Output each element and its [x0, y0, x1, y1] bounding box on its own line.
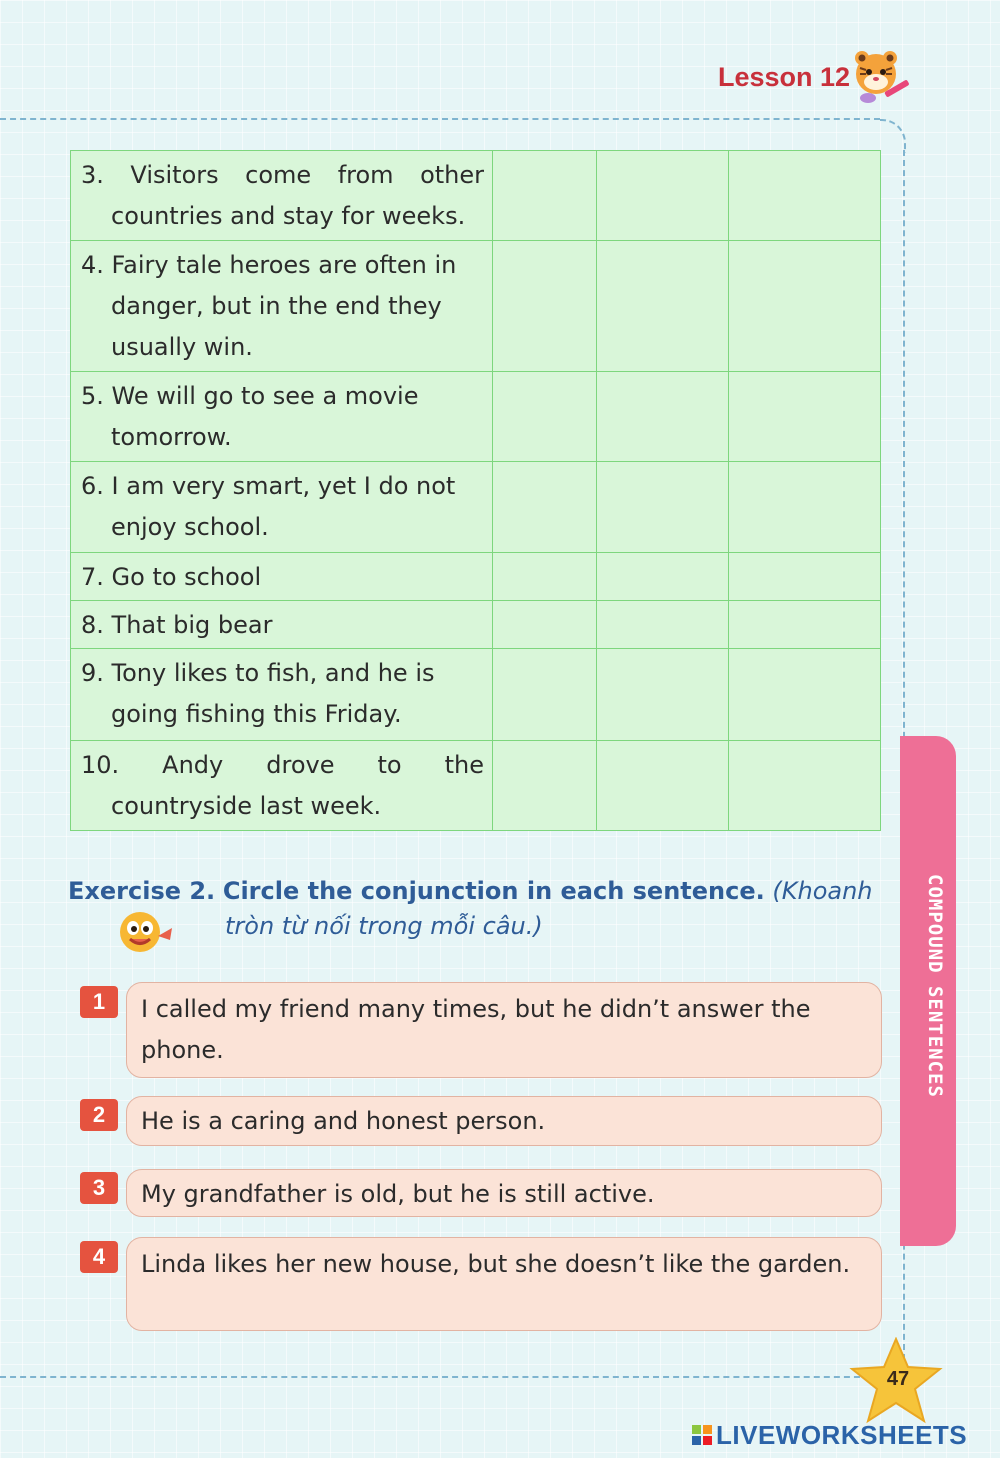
- answer-cell[interactable]: [729, 553, 881, 601]
- sentence-text: 6. I am very smart, yet I do not enjoy school.: [81, 472, 456, 541]
- answer-cell[interactable]: [597, 462, 729, 553]
- table-row: [71, 462, 881, 553]
- sentence-cell: [71, 553, 493, 601]
- sentence-text: 4. Fairy tale heroes are often in danger, but in the end they usually win.: [81, 251, 457, 361]
- answer-cell[interactable]: [493, 601, 597, 649]
- answer-cell[interactable]: [597, 151, 729, 241]
- exercise-item[interactable]: He is a caring and honest person.: [126, 1096, 882, 1146]
- logo-text: LIVEWORKSHEETS: [716, 1419, 968, 1450]
- answer-cell[interactable]: [493, 462, 597, 553]
- answer-cell[interactable]: [597, 741, 729, 831]
- exercise-instruction: Circle the conjunction in each sentence.: [222, 877, 765, 905]
- bottom-dashed-border: [0, 1376, 870, 1378]
- exercise-translation-end: tròn từ nối trong mỗi câu.): [225, 912, 543, 940]
- item-number-badge: 2: [80, 1099, 118, 1131]
- answer-cell[interactable]: [493, 372, 597, 462]
- exercise-item[interactable]: My grandfather is old, but he is still active.: [126, 1169, 882, 1217]
- answer-cell[interactable]: [493, 649, 597, 741]
- sentence-text: 7. Go to school: [81, 563, 262, 591]
- exercise-translation-start: (Khoanh: [772, 877, 873, 905]
- page-number: 47: [886, 1368, 910, 1390]
- answer-cell[interactable]: [493, 241, 597, 372]
- tiger-mascot-icon: [846, 44, 912, 108]
- table-row: [71, 151, 881, 241]
- sentence-cell: [71, 649, 493, 741]
- sentence-cell: [71, 372, 493, 462]
- answer-cell[interactable]: [597, 372, 729, 462]
- sentence-text: 3. Visitors come from other countries and stay for weeks.: [81, 161, 484, 230]
- table-row: [71, 741, 881, 831]
- item-number-badge: 1: [80, 986, 118, 1018]
- side-tab-label: COMPOUND SENTENCES: [924, 874, 946, 1098]
- answer-cell[interactable]: [493, 553, 597, 601]
- sentence-text: 5. We will go to see a movie tomorrow.: [81, 382, 419, 451]
- answer-cell[interactable]: [493, 741, 597, 831]
- table-row: [71, 553, 881, 601]
- item-number-badge: 4: [80, 1241, 118, 1273]
- lesson-title: Lesson 12: [718, 62, 851, 92]
- sentence-table: [70, 150, 881, 831]
- sentence-cell: [71, 241, 493, 372]
- answer-cell[interactable]: [729, 151, 881, 241]
- answer-cell[interactable]: [729, 741, 881, 831]
- sentence-cell: [71, 741, 493, 831]
- answer-cell[interactable]: [729, 372, 881, 462]
- answer-cell[interactable]: [729, 241, 881, 372]
- exercise-heading: [68, 870, 898, 912]
- table-row: [71, 649, 881, 741]
- corner-dashed-border: [880, 119, 906, 153]
- table-row: [71, 372, 881, 462]
- answer-cell[interactable]: [729, 462, 881, 553]
- sentence-cell: [71, 151, 493, 241]
- sentence-text: 9. Tony likes to fish, and he is going fishing this Friday.: [81, 659, 435, 728]
- smiley-mascot-icon: [114, 906, 178, 958]
- answer-cell[interactable]: [597, 241, 729, 372]
- footer-logo: [692, 1420, 967, 1450]
- top-dashed-border: [0, 118, 880, 120]
- answer-cell[interactable]: [597, 601, 729, 649]
- table-row: [71, 601, 881, 649]
- exercise-label: Exercise 2.: [68, 877, 216, 905]
- answer-cell[interactable]: [729, 649, 881, 741]
- logo-grid-icon: [692, 1425, 712, 1445]
- answer-cell[interactable]: [729, 601, 881, 649]
- table-row: [71, 241, 881, 372]
- answer-cell[interactable]: [597, 649, 729, 741]
- exercise-item[interactable]: Linda likes her new house, but she doesn’t like the garden.: [126, 1237, 882, 1331]
- sentence-text: 8. That big bear: [81, 611, 273, 639]
- sentence-cell: [71, 601, 493, 649]
- sentence-text: 10. Andy drove to the countryside last week.: [81, 751, 484, 820]
- answer-cell[interactable]: [597, 553, 729, 601]
- exercise-item[interactable]: I called my friend many times, but he didn’t answer the phone.: [126, 982, 882, 1078]
- item-number-badge: 3: [80, 1172, 118, 1204]
- answer-cell[interactable]: [493, 151, 597, 241]
- sentence-cell: [71, 462, 493, 553]
